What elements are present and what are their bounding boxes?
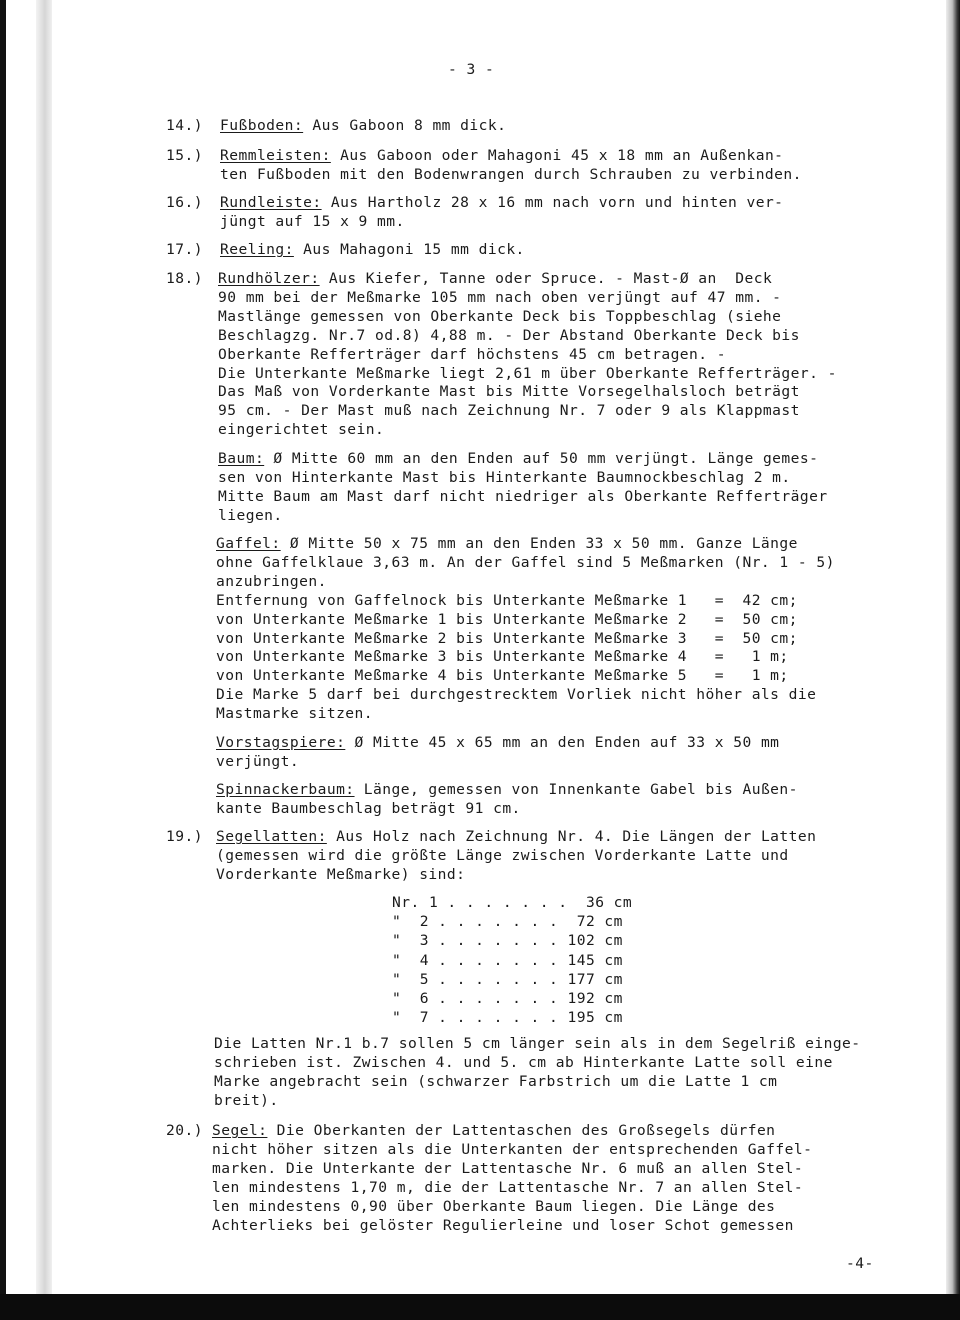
line-text: Ø Mitte 50 x 75 mm an den Enden 33 x 50 mm. Ganze Länge (280, 535, 798, 552)
text-line (220, 146, 783, 165)
section-number: 19.) (166, 828, 203, 845)
line-text: 95 cm. - Der Mast muß nach Zeichnung Nr. 7 oder 9 als Klappmast (218, 402, 800, 420)
line-text: kante Baumbeschlag beträgt 91 cm. (216, 799, 521, 817)
batten-table-row: " 7 . . . . . . . 195 cm (392, 1009, 623, 1027)
text-line (220, 165, 802, 184)
page-number: - 3 - (448, 61, 495, 78)
text-line (216, 647, 789, 666)
text-line (216, 827, 816, 846)
line-text: Die Latten Nr.1 b.7 sollen 5 cm länger sein als in dem Segelriß einge- (214, 1035, 861, 1052)
section-number: 20.) (166, 1122, 203, 1139)
text-line (216, 572, 327, 591)
line-text: verjüngt. (216, 752, 300, 770)
text-line (216, 666, 789, 685)
line-text: Ø Mitte 45 x 65 mm an den Enden auf 33 x 50 mm (345, 734, 780, 751)
line-text: Aus Hartholz 28 x 16 mm nach vorn und hinten ver- (321, 194, 784, 211)
text-line (218, 288, 781, 307)
text-line (214, 1091, 279, 1110)
text-line (218, 487, 828, 506)
section-heading: Rundleiste: (220, 194, 322, 211)
text-line (218, 307, 781, 326)
batten-table-row: " 5 . . . . . . . 177 cm (392, 970, 623, 988)
section-heading: Remmleisten: (220, 147, 331, 164)
batten-table-row: " 2 . . . . . . . 72 cm (392, 913, 623, 931)
text-line (218, 468, 791, 487)
line-text: von Unterkante Meßmarke 4 bis Unterkante Meßmarke 5 = 1 m; (216, 667, 789, 685)
line-text: schrieben ist. Zwischen 4. und 5. cm ab Hinterkante Latte soll eine (214, 1053, 833, 1071)
text-line (216, 799, 521, 818)
text-line (212, 1216, 794, 1235)
line-text: Vorderkante Meßmarke) sind: (216, 865, 466, 883)
text-line (220, 116, 506, 135)
text-line (218, 506, 283, 525)
text-line (218, 345, 726, 364)
text-line (216, 733, 779, 752)
line-text: Die Oberkanten der Lattentaschen des Großsegels dürfen (267, 1122, 776, 1139)
text-line (220, 240, 525, 259)
line-text: von Unterkante Meßmarke 2 bis Unterkante Meßmarke 3 = 50 cm; (216, 629, 798, 647)
section-number: 16.) (166, 194, 203, 211)
line-text: sen von Hinterkante Mast bis Hinterkante Baumnockbeschlag 2 m. (218, 468, 791, 486)
text-line (216, 752, 299, 771)
section-heading: Fußboden: (220, 117, 304, 134)
line-text: 90 mm bei der Meßmarke 105 mm nach oben verjüngt auf 47 mm. - (218, 288, 782, 306)
line-text: breit). (214, 1091, 279, 1109)
section-heading: Spinnackerbaum: (216, 781, 355, 798)
text-line (216, 865, 465, 884)
text-line (218, 449, 818, 468)
line-text: liegen. (218, 506, 283, 524)
line-text: ohne Gaffelklaue 3,63 m. An der Gaffel sind 5 Meßmarken (Nr. 1 - 5) (216, 553, 835, 571)
line-text: (gemessen wird die größte Länge zwischen Vorderkante Latte und (216, 846, 789, 864)
text-line (212, 1178, 803, 1197)
text-line (216, 534, 798, 553)
section-heading: Rundhölzer: (218, 270, 320, 287)
text-line (218, 326, 800, 345)
text-line (220, 212, 405, 231)
line-text: nicht höher sitzen als die Unterkanten der entsprechenden Gaffel- (212, 1140, 813, 1158)
line-text: eingerichtet sein. (218, 421, 385, 439)
line-text: Das Maß von Vorderkante Mast bis Mitte Vorsegelhalsloch beträgt (218, 383, 800, 401)
line-text: Ø Mitte 60 mm an den Enden auf 50 mm verjüngt. Länge gemes- (264, 450, 819, 467)
batten-table-row: Nr. 1 . . . . . . . 36 cm (392, 894, 633, 911)
text-line (216, 685, 816, 704)
text-line (214, 1034, 861, 1053)
next-page-marker: -4- (846, 1255, 874, 1272)
text-line (212, 1197, 775, 1216)
text-line (212, 1159, 803, 1178)
line-text: von Unterkante Meßmarke 3 bis Unterkante Meßmarke 4 = 1 m; (216, 648, 789, 666)
text-line (212, 1140, 812, 1159)
section-heading: Segellatten: (216, 828, 327, 845)
text-line (216, 610, 798, 629)
text-line (218, 420, 384, 439)
text-line (218, 269, 772, 288)
text-line (216, 553, 835, 572)
line-text: Mastlänge gemessen von Oberkante Deck bis Toppbeschlag (siehe (218, 307, 782, 325)
line-text: Die Marke 5 darf bei durchgestrecktem Vorliek nicht höher als die (216, 686, 817, 704)
line-text: jüngt auf 15 x 9 mm. (220, 212, 405, 230)
line-text: Achterlieks bei gelöster Regulierleine und loser Schot gemessen (212, 1216, 794, 1234)
text-line (212, 1121, 775, 1140)
line-text: marken. Die Unterkante der Lattentasche Nr. 6 muß an allen Stel- (212, 1159, 804, 1177)
line-text: Aus Kiefer, Tanne oder Spruce. - Mast-Ø an Deck (319, 270, 773, 287)
batten-table-row: " 3 . . . . . . . 102 cm (392, 932, 623, 950)
text-line (214, 1053, 833, 1072)
text-line (216, 629, 798, 648)
line-text: Marke angebracht sein (schwarzer Farbstrich um die Latte 1 cm (214, 1072, 778, 1090)
line-text: Aus Mahagoni 15 mm dick. (293, 241, 525, 258)
section-heading: Gaffel: (216, 535, 281, 552)
line-text: von Unterkante Meßmarke 1 bis Unterkante Meßmarke 2 = 50 cm; (216, 610, 798, 628)
line-text: Länge, gemessen von Innenkante Gabel bis Außen- (354, 781, 798, 798)
text-line (216, 780, 798, 799)
line-text: ten Fußboden mit den Bodenwrangen durch Schrauben zu verbinden. (220, 165, 802, 183)
line-text: Aus Gaboon 8 mm dick. (303, 117, 507, 134)
line-text: Beschlagzg. Nr.7 od.8) 4,88 m. - Der Abstand Oberkante Deck bis (218, 326, 800, 344)
section-heading: Reeling: (220, 241, 294, 258)
text-line (216, 704, 373, 723)
section-number: 18.) (166, 270, 203, 287)
scan-bottom-edge (0, 1294, 960, 1320)
text-line (216, 846, 789, 865)
text-line (214, 1072, 777, 1091)
text-line (218, 364, 837, 383)
section-heading: Vorstagspiere: (216, 734, 346, 751)
line-text: anzubringen. (216, 572, 327, 590)
batten-table-row: " 4 . . . . . . . 145 cm (392, 951, 623, 969)
line-text: Aus Holz nach Zeichnung Nr. 4. Die Längen der Latten (326, 828, 817, 845)
line-text: len mindestens 0,90 über Oberkante Baum liegen. Die Länge des (212, 1197, 776, 1215)
text-line (220, 193, 783, 212)
section-number: 15.) (166, 147, 203, 164)
line-text: Mastmarke sitzen. (216, 705, 374, 723)
line-text: Mitte Baum am Mast darf nicht niedriger als Oberkante Refferträger (218, 487, 828, 505)
section-number: 14.) (166, 117, 203, 134)
line-text: Die Unterkante Meßmarke liegt 2,61 m über Oberkante Refferträger. - (218, 364, 837, 382)
text-line (218, 382, 800, 401)
text-line (216, 591, 798, 610)
section-number: 17.) (166, 241, 203, 258)
line-text: len mindestens 1,70 m, die der Lattentasche Nr. 7 an allen Stel- (212, 1178, 804, 1196)
line-text: Oberkante Refferträger darf höchstens 45 cm betragen. - (218, 345, 726, 363)
line-text: Aus Gaboon oder Mahagoni 45 x 18 mm an Außenkan- (330, 147, 784, 164)
batten-table-row: " 6 . . . . . . . 192 cm (392, 990, 623, 1007)
text-line (218, 401, 800, 420)
line-text: Entfernung von Gaffelnock bis Unterkante Meßmarke 1 = 42 cm; (216, 591, 798, 609)
section-heading: Baum: (218, 450, 265, 467)
section-heading: Segel: (212, 1122, 268, 1139)
